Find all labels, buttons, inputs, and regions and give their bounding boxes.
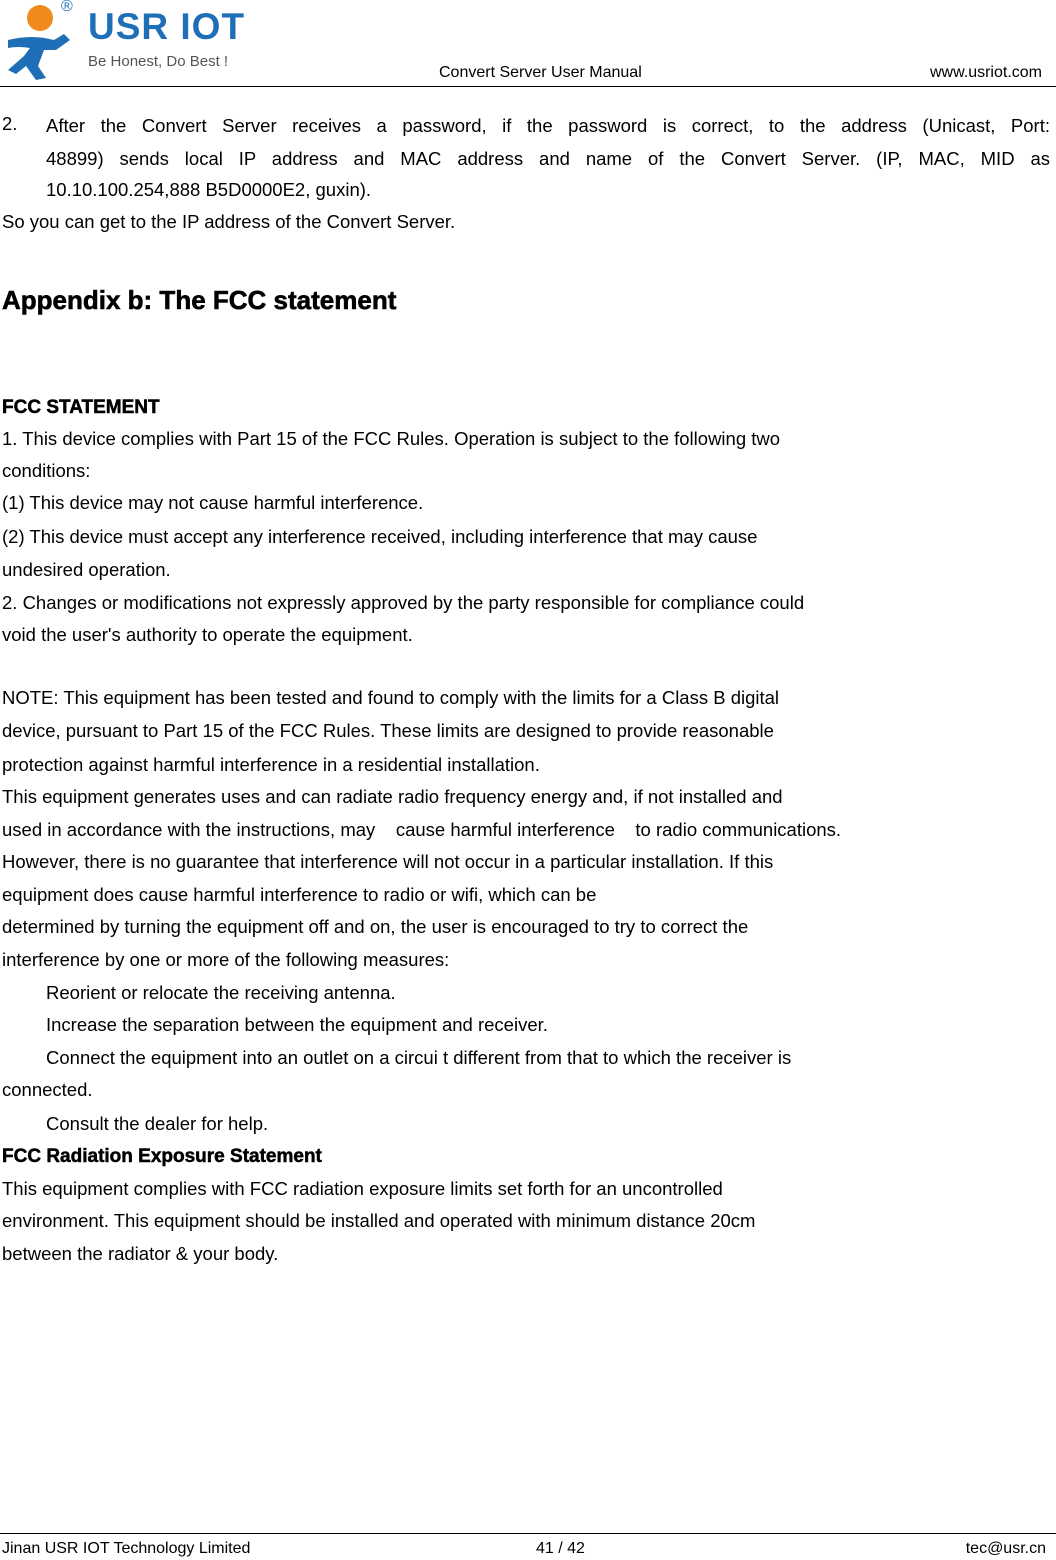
radiation-exposure-heading: FCC Radiation Exposure Statement	[2, 1146, 322, 1167]
list-item-line: After the Convert Server receives a password, if the password is correct, to the address (Unicast, Port:	[46, 115, 1050, 136]
note-line: However, there is no guarantee that interference will not occur in a particular installation. If this	[2, 851, 774, 872]
header-divider	[0, 86, 1056, 87]
fcc-statement-heading: FCC STATEMENT	[2, 397, 160, 418]
fcc-line: void the user's authority to operate the equipment.	[2, 624, 413, 645]
fcc-line: 2. Changes or modifications not expressly approved by the party responsible for compliance could	[2, 592, 805, 613]
list-item-number: 2.	[2, 113, 18, 134]
appendix-heading: Appendix b: The FCC statement	[2, 285, 397, 315]
footer-company: Jinan USR IOT Technology Limited	[2, 1540, 251, 1557]
fcc-line: conditions:	[2, 460, 91, 481]
note-line: interference by one or more of the following measures:	[2, 949, 450, 970]
note-line: used in accordance with the instructions, may cause harmful interference to radio communications.	[2, 819, 842, 840]
measure-continuation: connected.	[2, 1079, 93, 1100]
note-line: equipment does cause harmful interference to radio or wifi, which can be	[2, 884, 597, 905]
logo-brand-text: USR IOT	[88, 6, 246, 47]
footer-divider	[0, 1533, 1056, 1534]
measure-item: Consult the dealer for help.	[46, 1113, 269, 1134]
note-line: NOTE: This equipment has been tested and found to comply with the limits for a Class B digital	[2, 687, 780, 708]
document-title: Convert Server User Manual	[439, 64, 642, 81]
radiation-line: environment. This equipment should be installed and operated with minimum distance 20cm	[2, 1210, 756, 1231]
measure-item: Connect the equipment into an outlet on a circui t different from that to which the receiver is	[46, 1047, 792, 1068]
logo-registered-mark: ®	[61, 0, 73, 15]
footer-email[interactable]: tec@usr.cn	[965, 1540, 1046, 1557]
page-number: 41 / 42	[536, 1540, 585, 1557]
logo-tagline: Be Honest, Do Best !	[88, 53, 229, 70]
measure-item: Reorient or relocate the receiving antenna.	[46, 982, 396, 1003]
radiation-line: between the radiator & your body.	[2, 1243, 279, 1264]
list-item-line: 10.10.100.254,888 B5D0000E2, guxin).	[46, 179, 372, 200]
measure-item: Increase the separation between the equipment and receiver.	[46, 1014, 548, 1035]
website-link[interactable]: www.usriot.com	[929, 64, 1042, 81]
list-item-line: 48899) sends local IP address and MAC address and name of the Convert Server. (IP, MAC, MID as	[46, 148, 1050, 169]
fcc-line: (2) This device must accept any interference received, including interference that may cause	[2, 526, 758, 547]
note-line: This equipment generates uses and can radiate radio frequency energy and, if not installed and	[2, 786, 783, 807]
summary-paragraph: So you can get to the IP address of the Convert Server.	[2, 211, 456, 232]
note-line: protection against harmful interference in a residential installation.	[2, 754, 540, 775]
note-line: determined by turning the equipment off and on, the user is encouraged to try to correct the	[2, 916, 749, 937]
fcc-line: 1. This device complies with Part 15 of the FCC Rules. Operation is subject to the following two	[2, 428, 781, 449]
fcc-line: undesired operation.	[2, 559, 171, 580]
note-line: device, pursuant to Part 15 of the FCC Rules. These limits are designed to provide reasonable	[2, 720, 774, 741]
fcc-line: (1) This device may not cause harmful interference.	[2, 492, 424, 513]
radiation-line: This equipment complies with FCC radiation exposure limits set forth for an uncontrolled	[2, 1178, 723, 1199]
